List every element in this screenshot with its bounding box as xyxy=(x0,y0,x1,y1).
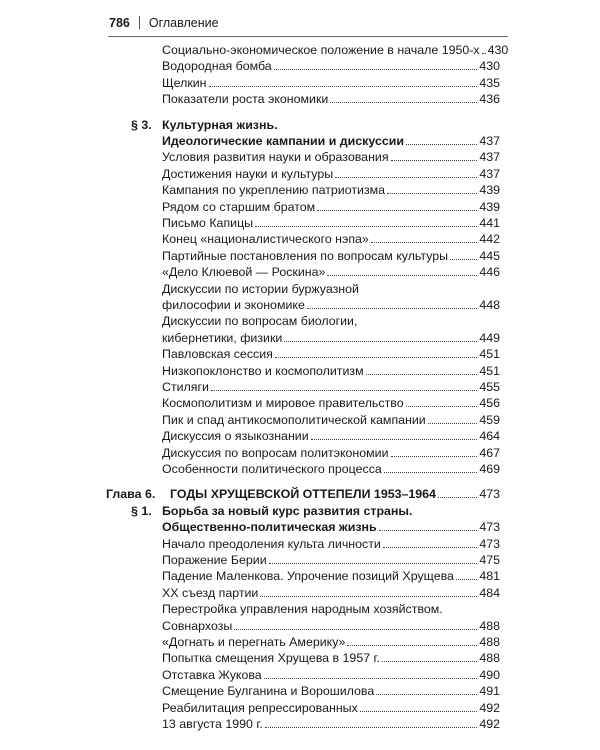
dot-leader xyxy=(382,661,477,662)
toc-entry-title: Социально-экономическое положение в начале 1950-х xyxy=(162,43,480,57)
page-number: 786 xyxy=(109,16,130,30)
toc-page-number: 488 xyxy=(479,635,500,649)
toc-page-number: 464 xyxy=(479,429,500,443)
dot-leader xyxy=(376,694,477,695)
toc-entry xyxy=(162,264,500,280)
toc-page-number: 436 xyxy=(479,92,500,106)
toc-entry-title: Условия развития науки и образования xyxy=(162,150,389,164)
dot-leader xyxy=(211,390,477,391)
toc-entry-title: Культурная жизнь. xyxy=(162,118,278,132)
toc-entry-title: Показатели роста экономики xyxy=(162,92,329,106)
toc-label: § 1. xyxy=(131,504,152,518)
toc-page-number: 490 xyxy=(479,668,500,682)
dot-leader xyxy=(384,472,478,473)
toc-page-number: 435 xyxy=(479,76,500,90)
toc-entry-title: Борьба за новый курс развития страны. xyxy=(162,504,413,518)
toc-entry xyxy=(162,231,500,247)
toc-entry-title: Поражение Берии xyxy=(162,553,267,567)
dot-leader xyxy=(317,210,477,211)
dot-leader xyxy=(275,357,477,358)
toc-page-number: 437 xyxy=(479,167,500,181)
toc-entry xyxy=(162,552,500,568)
toc-entry-title: Щелкин xyxy=(162,76,207,90)
toc-entry-title: «Догнать и перегнать Америку» xyxy=(162,635,346,649)
toc-entry-title: Отставка Жукова xyxy=(162,668,262,682)
dot-leader xyxy=(383,547,477,548)
toc-page-number: 442 xyxy=(479,232,500,246)
dot-leader xyxy=(274,69,478,70)
dot-leader xyxy=(391,456,478,457)
toc-page-number: 459 xyxy=(479,413,500,427)
dot-leader xyxy=(260,596,477,597)
toc-entry xyxy=(162,700,500,716)
dot-leader xyxy=(406,406,478,407)
toc-page-number: 488 xyxy=(479,619,500,633)
toc-entry xyxy=(162,182,500,198)
toc-page-number: 446 xyxy=(479,265,500,279)
running-title: Оглавление xyxy=(148,16,219,30)
toc-entry xyxy=(162,618,500,634)
toc-page-number: 467 xyxy=(479,446,500,460)
toc-entry xyxy=(162,379,500,395)
toc-page-number: 448 xyxy=(479,298,500,312)
toc-entry xyxy=(162,683,500,699)
dot-leader xyxy=(438,497,477,498)
toc-entry xyxy=(162,461,500,477)
toc-page-number: 439 xyxy=(479,200,500,214)
dot-leader xyxy=(307,308,477,309)
dot-leader xyxy=(482,53,486,54)
toc-entry xyxy=(162,215,500,231)
toc-entry-title: Смещение Булганина и Ворошилова xyxy=(162,684,375,698)
toc-page-number: 441 xyxy=(479,216,500,230)
toc-page-number: 475 xyxy=(479,553,500,567)
toc-entry xyxy=(162,395,500,411)
toc-entry-title: Особенности политического процесса xyxy=(162,462,382,476)
toc-entry xyxy=(162,281,500,297)
dot-leader xyxy=(406,144,477,145)
toc-entry-title: «Дело Клюевой — Роскина» xyxy=(162,265,326,279)
toc-entry-title: Конец «националистического нэпа» xyxy=(162,232,369,246)
toc-entry-title: ГОДЫ ХРУЩЕВСКОЙ ОТТЕПЕЛИ 1953–1964 xyxy=(170,487,436,501)
toc-label: Глава 6. xyxy=(106,487,156,501)
toc-page-number: 473 xyxy=(479,537,500,551)
toc-entry xyxy=(162,313,500,329)
toc-entry xyxy=(162,166,500,182)
dot-leader xyxy=(450,259,477,260)
toc-page-number: 430 xyxy=(487,43,509,57)
toc-entry-title: Падение Маленкова. Упрочение позиций Хрущева xyxy=(162,569,454,583)
dot-leader xyxy=(255,226,477,227)
dot-leader xyxy=(387,193,477,194)
toc-page-number: 455 xyxy=(479,380,500,394)
toc-entry-title: Дискуссия по вопросам политэкономии xyxy=(162,446,389,460)
toc-page-number: 456 xyxy=(479,396,500,410)
dot-leader xyxy=(366,374,478,375)
toc-entry-title: Кампания по укреплению патриотизма xyxy=(162,183,386,197)
toc-entry-title: Низкопоклонство и космополитизм xyxy=(162,364,364,378)
toc-page-number: 430 xyxy=(479,59,500,73)
toc-entry-title: 13 августа 1990 г. xyxy=(162,717,263,731)
toc-entry xyxy=(162,568,500,584)
toc-entry-title: кибернетики, физики xyxy=(162,331,283,345)
toc-entry-title: Пик и спад антикосмополитической кампании xyxy=(162,413,426,427)
toc-entry xyxy=(162,330,500,346)
toc-entry xyxy=(162,445,500,461)
toc-entry xyxy=(162,346,500,362)
toc-entry-title: Водородная бомба xyxy=(162,59,272,73)
toc-entry-title: Дискуссии по вопросам биологии, xyxy=(162,314,358,328)
toc-entry-title: философии и экономике xyxy=(162,298,305,312)
toc-page-number: 439 xyxy=(479,183,500,197)
dot-leader xyxy=(379,530,478,531)
dot-leader xyxy=(360,711,478,712)
toc-entry-title: Реабилитация репрессированных xyxy=(162,701,358,715)
toc-entry xyxy=(162,199,500,215)
toc-entry xyxy=(162,149,500,165)
dot-leader xyxy=(269,563,478,564)
toc-entry xyxy=(162,91,500,107)
toc-entry xyxy=(162,667,500,683)
toc-page-number: 481 xyxy=(479,569,500,583)
toc-page-number: 492 xyxy=(479,717,500,731)
toc-entry-title: Перестройка управления народным хозяйством. xyxy=(162,602,443,616)
toc-entry-title: Дискуссия о языкознании xyxy=(162,429,309,443)
toc-entry-title: Общественно-политическая жизнь xyxy=(162,520,377,534)
toc-entry-title: Стиляги xyxy=(162,380,209,394)
dot-leader xyxy=(327,275,477,276)
dot-leader xyxy=(371,242,477,243)
dot-leader xyxy=(391,160,478,161)
toc-page-number: 473 xyxy=(479,520,500,534)
toc-entry-title: XX съезд партии xyxy=(162,586,259,600)
toc-entry xyxy=(162,585,500,601)
toc-page-number: 469 xyxy=(479,462,500,476)
toc-entry xyxy=(162,650,500,666)
toc-entry-title: Дискуссии по истории буржуазной xyxy=(162,282,359,296)
toc-entry xyxy=(162,363,500,379)
dot-leader xyxy=(265,727,478,728)
toc-entry-title: Партийные постановления по вопросам культуры xyxy=(162,249,449,263)
toc-entry xyxy=(106,486,500,502)
dot-leader xyxy=(335,177,477,178)
toc-entry xyxy=(162,75,500,91)
dot-leader xyxy=(456,579,477,580)
toc-entry xyxy=(162,58,500,74)
toc-entry-title: Идеологические кампании и дискуссии xyxy=(162,134,404,148)
toc-entry-title: Достижения науки и культуры xyxy=(162,167,334,181)
toc-page-number: 449 xyxy=(479,331,500,345)
dot-leader xyxy=(347,645,477,646)
toc-page-number: 437 xyxy=(479,134,500,148)
toc-page-number: 451 xyxy=(479,364,500,378)
toc-entry xyxy=(162,133,500,149)
dot-leader xyxy=(234,629,477,630)
toc-entry xyxy=(131,503,500,519)
toc-entry-title: Космополитизм и мировое правительство xyxy=(162,396,404,410)
toc-entry-title: Павловская сессия xyxy=(162,347,273,361)
toc-entry xyxy=(162,716,500,732)
toc-entry xyxy=(162,634,500,650)
toc-entry xyxy=(131,117,500,133)
dot-leader xyxy=(330,102,477,103)
toc-page-number: 445 xyxy=(479,249,500,263)
dot-leader xyxy=(209,86,478,87)
toc-entry xyxy=(162,248,500,264)
toc-page-number: 451 xyxy=(479,347,500,361)
toc-page-number: 484 xyxy=(479,586,500,600)
toc-entry-title: Начало преодоления культа личности xyxy=(162,537,381,551)
toc-label: § 3. xyxy=(131,118,152,132)
toc-page-number: 437 xyxy=(479,150,500,164)
dot-leader xyxy=(428,423,478,424)
toc-entry xyxy=(162,428,500,444)
toc-entry-title: Письмо Капицы xyxy=(162,216,254,230)
toc-entry xyxy=(162,412,500,428)
toc-entry xyxy=(162,42,509,58)
toc-page-number: 492 xyxy=(479,701,500,715)
toc-entry-title: Попытка смещения Хрущева в 1957 г. xyxy=(162,651,380,665)
toc-entry xyxy=(162,601,500,617)
toc-entry-title: Совнархозы xyxy=(162,619,233,633)
toc-page-number: 473 xyxy=(479,487,500,501)
toc-page-number: 488 xyxy=(479,651,500,665)
toc-entry xyxy=(162,536,500,552)
dot-leader xyxy=(264,678,478,679)
dot-leader xyxy=(284,341,477,342)
toc-page-number: 491 xyxy=(479,684,500,698)
toc-entry xyxy=(162,297,500,313)
toc-entry xyxy=(162,519,500,535)
dot-leader xyxy=(311,439,478,440)
toc-entry-title: Рядом со старшим братом xyxy=(162,200,316,214)
